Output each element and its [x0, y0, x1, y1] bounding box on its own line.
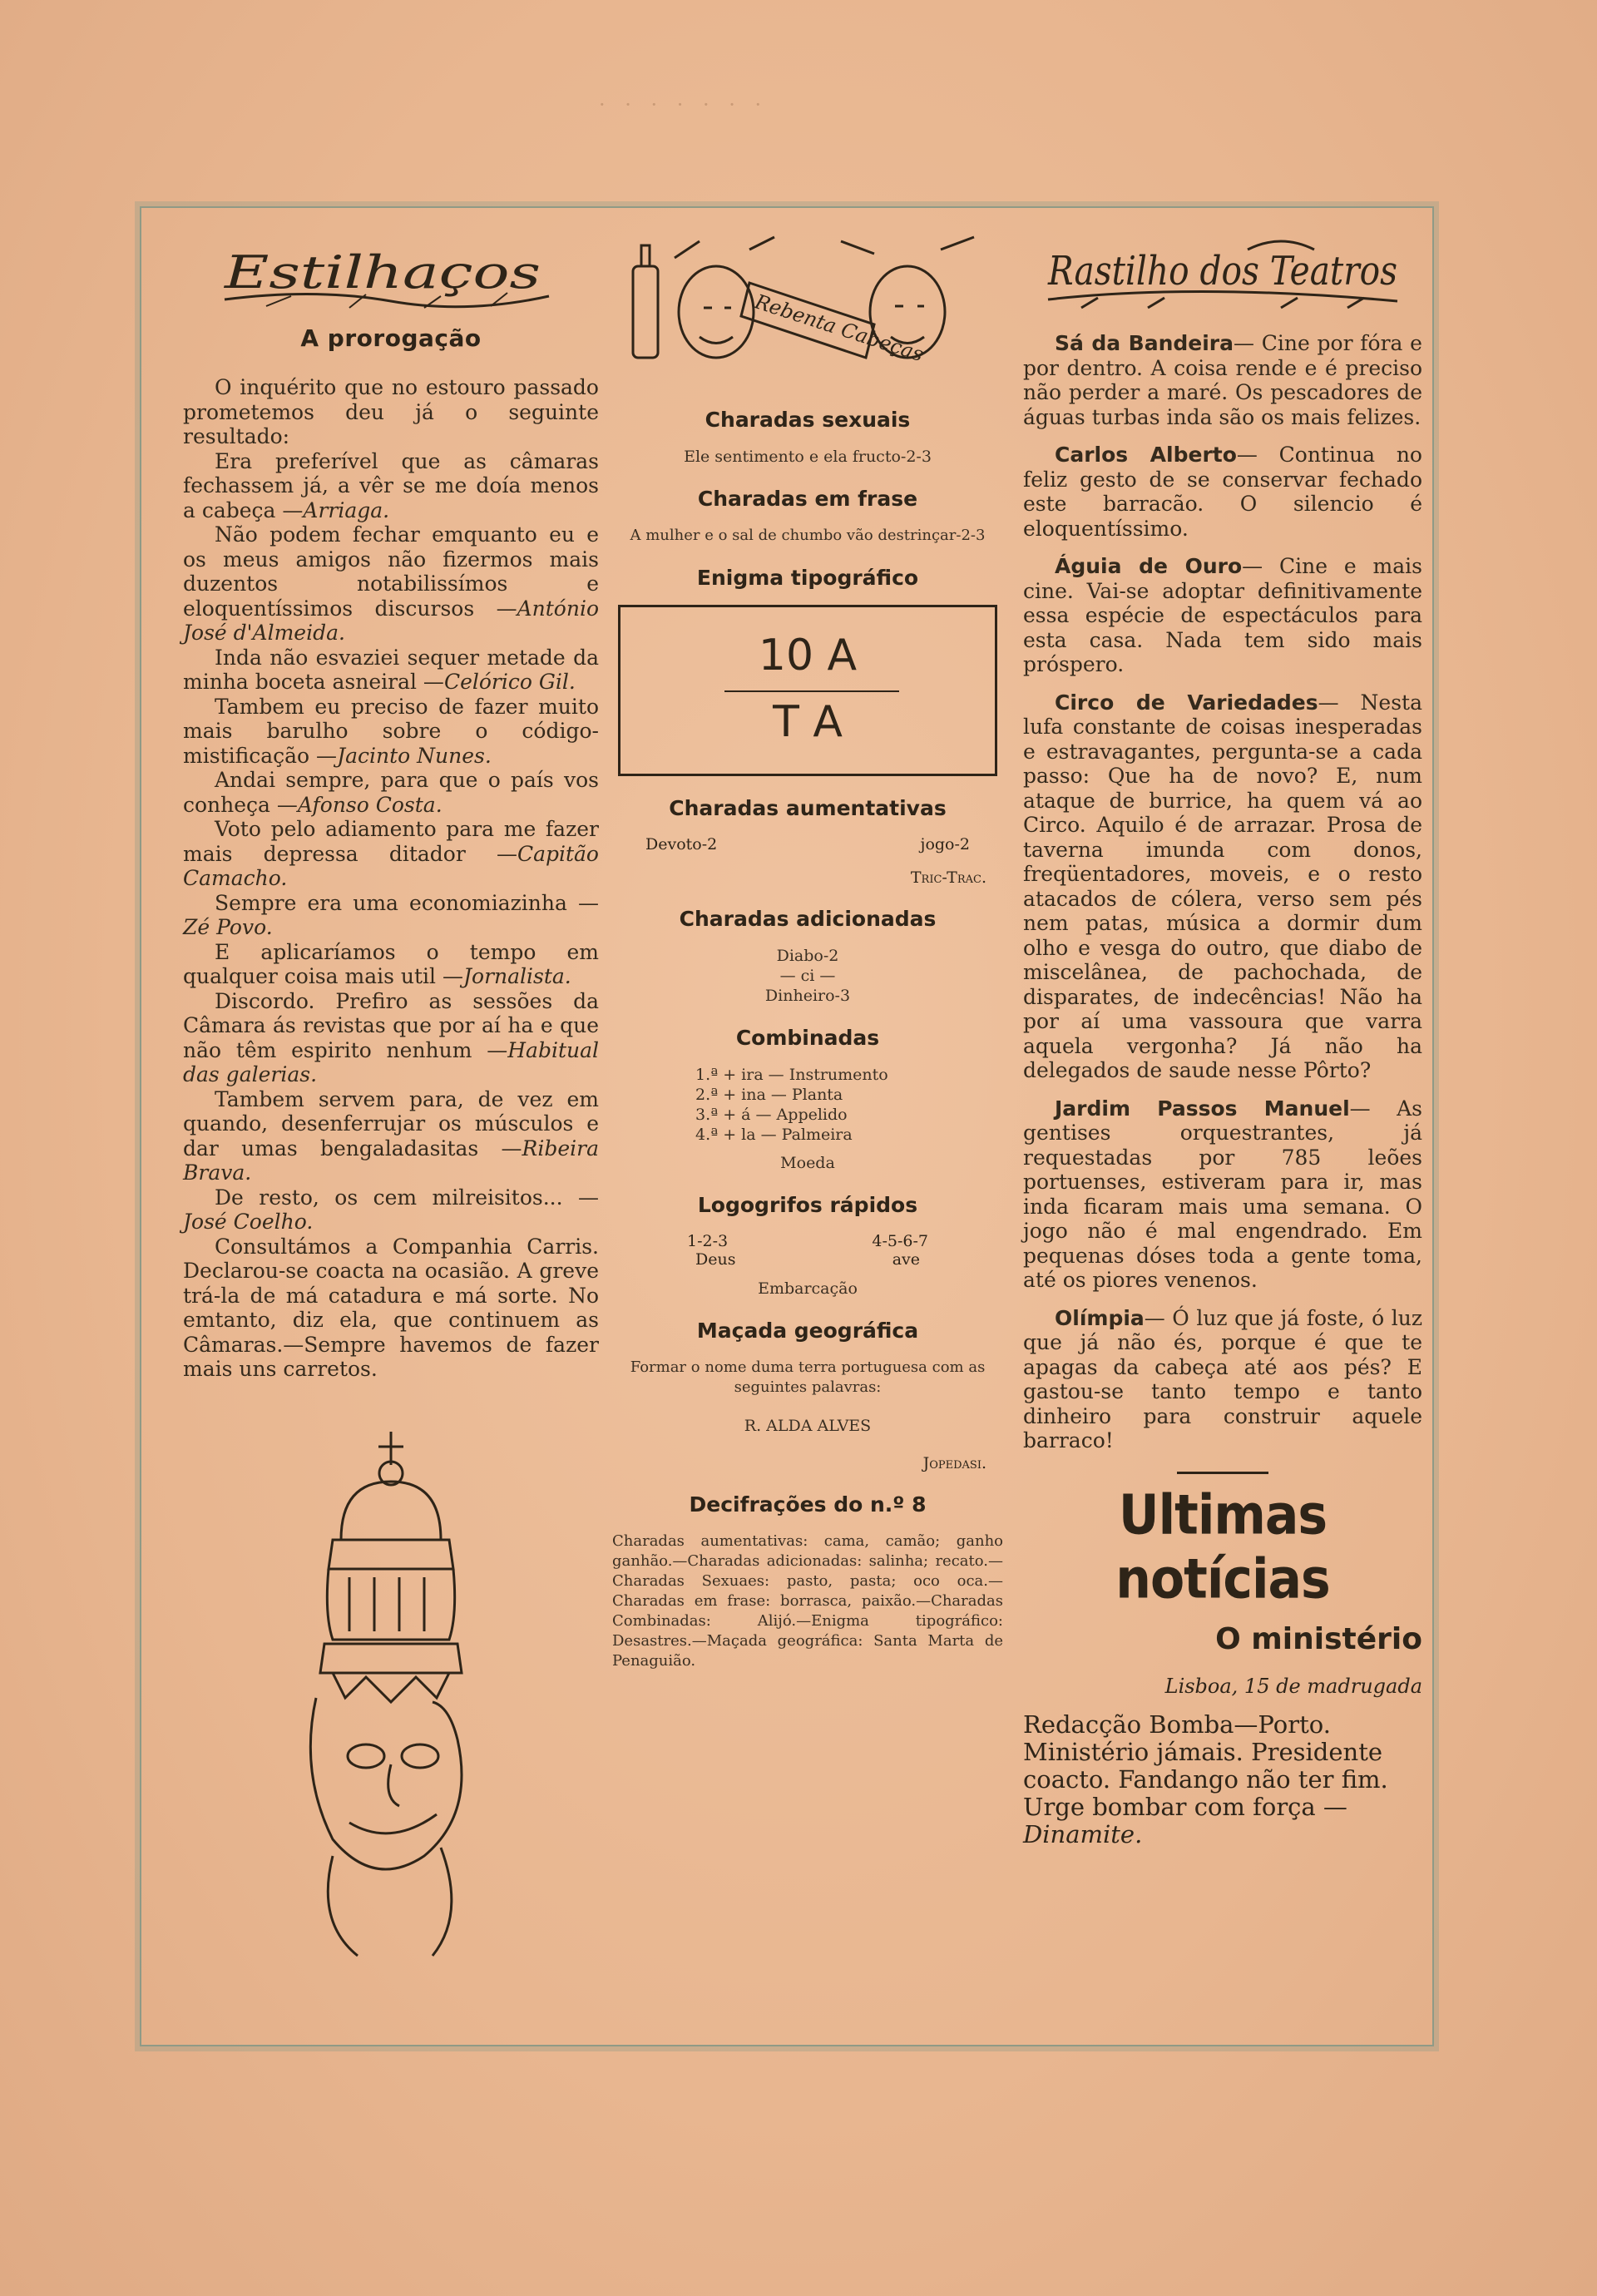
column-estilhacos	[183, 238, 599, 1972]
theatre-entry: Jardim Passos Manuel— As gentises orquestrantes, já requestadas por 785 leões portuenses, estiveram para ir, mas inda ficaram mais uma semana. O jogo não é mal engendrado. Em pequenas dóses toda a gente toma, até os piores venenos.	[1023, 1096, 1422, 1292]
combinadas-line: 3.ª + á — Appelido	[695, 1106, 848, 1124]
paragraph: De resto, os cem milreisitos... —José Coelho.	[183, 1185, 599, 1234]
estilhacos-banner-art	[216, 238, 566, 313]
page-frame	[140, 206, 1434, 2046]
paragraph: O inquérito que no estouro passado prometemos deu já o seguinte resultado:	[183, 375, 599, 448]
article-title: A prorogação	[300, 324, 482, 352]
bleed-through-header: · · · · · · ·	[599, 93, 769, 116]
logogrifos-numbers	[612, 1232, 1003, 1250]
rebenta-cabecas-banner: Rebenta Cabeças	[752, 289, 927, 367]
combinadas-line: 1.ª + ira — Instrumento	[695, 1066, 888, 1084]
paragraph: Tambem eu preciso de fazer muito mais barulho sobre o código-mistificação —Jacinto Nunes.	[183, 694, 599, 768]
charadas-sexuais-text: Ele sentimento e ela fructo-2-3	[684, 448, 932, 466]
combinadas-title: Combinadas	[735, 1026, 880, 1050]
news-body: Redacção Bomba—Porto. Ministério jámais. Presidente coacto. Fandango não ter fim. Urge bombar com força —Dinamite.	[1023, 1710, 1388, 1848]
macada-title: Maçada geográfica	[696, 1319, 919, 1343]
decifracoes-text: Charadas aumentativas: cama, camão; ganho ganhão.—Charadas adicionadas: salinha; recato.—Charadas Sexuaes: pasto, pasta; oco oca.—Charadas em frase: borrasca, paixão.—Charadas Combinadas: Alijó.—Enigma tipográfico: Desastres.—Maçada geográfica: Santa Marta de Penaguião.	[612, 1532, 1003, 1670]
news-subtitle: O ministério	[1215, 1621, 1422, 1656]
theatre-entry: Águia de Ouro— Cine e mais cine. Vai-se adoptar definitivamente essa espécie de espectáculos para esta casa. Nada tem sido mais próspero.	[1023, 554, 1422, 676]
news-signature: Dinamite.	[1023, 1819, 1143, 1848]
paragraph: Tambem servem para, de vez em quando, desenferrujar os músculos e dar umas bengaladasitas —Ribeira Brava.	[183, 1086, 599, 1185]
combinadas-answer: Moeda	[780, 1154, 835, 1172]
logogrifos-right-word: ave	[892, 1250, 920, 1269]
aumentativas-title: Charadas aumentativas	[669, 796, 947, 820]
logogrifos-words	[612, 1250, 1003, 1269]
news-dateline: Lisboa, 15 de madrugada	[1164, 1674, 1422, 1698]
rastilho-banner: Rastilho dos Teatros	[1047, 248, 1397, 294]
rastilho-banner-art	[1031, 225, 1414, 316]
paragraph: Sempre era uma economiazinha —Zé Povo.	[183, 890, 599, 939]
enigma-box	[618, 605, 997, 776]
caricature-illustration	[283, 1423, 499, 1972]
adicionadas-line: — ci —	[779, 967, 836, 985]
column-rebenta-cabecas	[612, 233, 1003, 1671]
news-title: Ultimas notícias	[1115, 1482, 1330, 1611]
paragraph: Era preferível que as câmaras fechassem já, a vêr se me doía menos a cabeça —Arriaga.	[183, 448, 599, 522]
macada-signature: Jopedasi.	[922, 1454, 986, 1472]
combinadas-list	[612, 1065, 1003, 1145]
logogrifos-right-num: 4-5-6-7	[872, 1232, 928, 1250]
theatre-entry: Sá da Bandeira— Cine por fóra e por dentro. A coisa rende e é preciso não perder a maré. Os pescadores de águas turbas inda são os mais felizes.	[1023, 331, 1422, 429]
charadas-frase-text: A mulher e o sal de chumbo vão destrinçar-2-3	[630, 527, 986, 544]
article-body	[183, 375, 599, 1382]
rebenta-cabecas-banner-art	[625, 233, 991, 399]
theatre-entry: Circo de Variedades— Nesta lufa constante de coisas inesperadas e estravagantes, pergunta-se a cada passo: Que ha de novo? E, num ataque de burrice, ha quem vá ao Circo. Aquilo é de arrazar. Prosa de taverna imunda com donos, freqüentadores, moveis, e o resto atacados de cólera, verso sem pés nem patas, música a dormir dum olho e vesga do outro, que diabo de miscelânea, de pachochada, de disparates, de indecências! Não ha por aí uma vassoura que varra aquela vergonha? Já não ha delegados de saude nesse Pôrto?	[1023, 690, 1423, 1082]
column-rastilho-teatros	[1023, 225, 1422, 1848]
combinadas-line: 4.ª + la — Palmeira	[695, 1126, 853, 1144]
paragraph: Não podem fechar emquanto eu e os meus amigos não fizermos mais duzentos notabilissímos e eloquentíssimos discursos —António José d'Almeida.	[183, 522, 599, 645]
logogrifos-title: Logogrifos rápidos	[697, 1193, 918, 1217]
theatre-entry: Carlos Alberto— Continua no feliz gesto de se conservar fechado este barracão. O silencio é eloquentíssimo.	[1023, 443, 1422, 541]
combinadas-line: 2.ª + ina — Planta	[695, 1086, 843, 1104]
aumentativas-row	[612, 835, 1003, 854]
aumentativas-left: Devoto-2	[645, 835, 718, 854]
estilhacos-banner: Estilhaços	[223, 246, 541, 299]
theatre-entry: Olímpia— Ó luz que já foste, ó luz que já não és, porque é que te apagas da cabeça até aos pés? E gastou-se tanto tempo e tanto dinheiro para construir aquele barraco!	[1023, 1305, 1422, 1452]
enigma-fraction-line	[724, 690, 899, 692]
paragraph: Voto pelo adiamento para me fazer mais depressa ditador —Capitão Camacho.	[183, 817, 599, 890]
logogrifos-left-num: 1-2-3	[687, 1232, 729, 1250]
adicionadas-line: Diabo-2	[776, 947, 839, 965]
paragraph: Andai sempre, para que o país vos conheça —Afonso Costa.	[183, 768, 599, 817]
enigma-title: Enigma tipográfico	[696, 566, 919, 590]
macada-words: R. ALDA ALVES	[744, 1417, 872, 1435]
paragraph: Consultámos a Companhia Carris. Declarou-se coacta na ocasião. A greve trá-la de má catadura e má sorte. No emtanto, diz ela, que continuem as Câmaras.—Sempre havemos de fazer mais uns carretos.	[183, 1234, 599, 1381]
theatre-entries	[1023, 331, 1422, 1453]
enigma-bottom: T A	[773, 697, 843, 747]
adicionadas-title: Charadas adicionadas	[679, 907, 937, 931]
logogrifos-left-word: Deus	[695, 1250, 736, 1269]
aumentativas-right: jogo-2	[920, 835, 970, 854]
charadas-sexuais-title: Charadas sexuais	[705, 408, 911, 432]
paragraph: Inda não esvaziei sequer metade da minha boceta asneiral —Celórico Gil.	[183, 645, 599, 694]
paragraph: E aplicaríamos o tempo em qualquer coisa mais util —Jornalista.	[183, 939, 599, 988]
aumentativas-signature: Tric-Trac.	[910, 868, 986, 887]
enigma-top: 10 A	[758, 631, 858, 680]
paragraph: Discordo. Prefiro as sessões da Câmara ás revistas que por aí ha e que não têm espirito nenhum —Habitual das galerias.	[183, 988, 599, 1086]
logogrifos-answer: Embarcação	[758, 1279, 858, 1298]
decifracoes-title: Decifrações do n.º 8	[689, 1492, 927, 1517]
section-divider	[1177, 1472, 1268, 1474]
adicionadas-line: Dinheiro-3	[764, 987, 851, 1005]
charadas-frase-title: Charadas em frase	[697, 487, 918, 511]
macada-text: Formar o nome duma terra portuguesa com as seguintes palavras:	[630, 1358, 986, 1396]
